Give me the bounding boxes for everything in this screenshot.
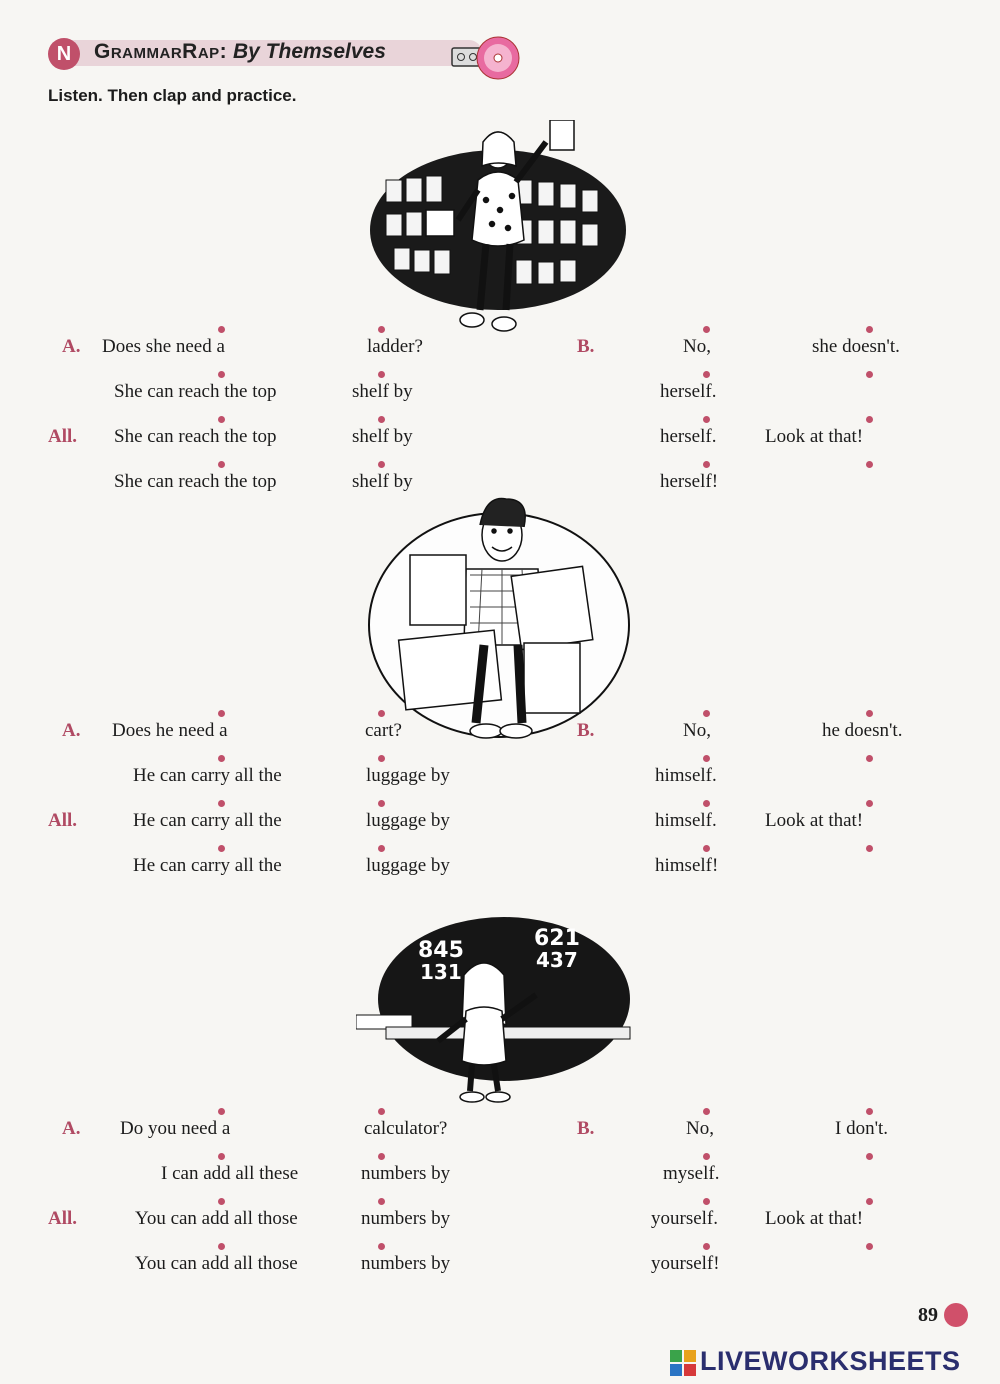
beat-dot bbox=[866, 371, 873, 378]
beat-dot bbox=[378, 371, 385, 378]
beat-dot bbox=[866, 800, 873, 807]
beat-dot bbox=[703, 845, 710, 852]
answer-part-2: I don't. bbox=[835, 1118, 889, 1139]
title-main: GrammarRap: bbox=[94, 40, 228, 63]
line3-part-2: luggage by bbox=[366, 810, 450, 831]
line4-part-2: luggage by bbox=[366, 855, 450, 876]
beat-dot bbox=[703, 710, 710, 717]
beat-dot bbox=[703, 416, 710, 423]
beat-dot bbox=[218, 1108, 225, 1115]
line4-part-2: numbers by bbox=[361, 1253, 451, 1274]
section-title bbox=[94, 40, 386, 64]
beat-dot bbox=[703, 800, 710, 807]
beat-dot bbox=[218, 710, 225, 717]
girl-reaching-shelf-illustration bbox=[366, 120, 631, 342]
line2-part-1: I can add all these bbox=[161, 1163, 299, 1184]
boy-carrying-luggage-illustration bbox=[366, 495, 632, 745]
beat-dot bbox=[866, 416, 873, 423]
line2-part-1: She can reach the top bbox=[114, 381, 277, 402]
liveworksheets-logo-icon bbox=[670, 1350, 696, 1376]
answer-part-1: No, bbox=[683, 720, 711, 741]
beat-dot bbox=[866, 845, 873, 852]
beat-dot bbox=[866, 710, 873, 717]
question-part-1: Does she need a bbox=[102, 336, 225, 357]
line3-part-1: You can add all those bbox=[135, 1208, 298, 1229]
speaker-b: B. bbox=[577, 1118, 595, 1139]
line4-part-1: You can add all those bbox=[135, 1253, 298, 1274]
beat-dot bbox=[378, 461, 385, 468]
beat-dot bbox=[866, 755, 873, 762]
footer-brand bbox=[700, 1346, 961, 1377]
line4-part-1: She can reach the top bbox=[114, 471, 277, 492]
beat-dot bbox=[378, 1198, 385, 1205]
question-part-2: calculator? bbox=[364, 1118, 448, 1139]
section-header bbox=[48, 36, 518, 70]
speaker-b: B. bbox=[577, 336, 595, 357]
board-number-4: 437 bbox=[536, 948, 578, 972]
speaker-all: All. bbox=[48, 1208, 78, 1229]
girl-at-blackboard-illustration bbox=[356, 915, 636, 1111]
section-badge: N bbox=[48, 38, 80, 70]
answer-part-2: she doesn't. bbox=[812, 336, 900, 357]
line3-part-3: himself. bbox=[655, 810, 717, 831]
beat-dot bbox=[218, 1153, 225, 1160]
beat-dot bbox=[218, 371, 225, 378]
line2-part-3: himself. bbox=[655, 765, 717, 786]
page-number: 89 bbox=[918, 1304, 938, 1326]
line4-part-1: He can carry all the bbox=[133, 855, 282, 876]
line3-part-4: Look at that! bbox=[765, 1208, 864, 1229]
speaker-all: All. bbox=[48, 426, 78, 447]
beat-dot bbox=[703, 1243, 710, 1250]
line2-part-3: myself. bbox=[663, 1163, 720, 1184]
line4-part-3: yourself! bbox=[651, 1253, 720, 1274]
line2-part-1: He can carry all the bbox=[133, 765, 282, 786]
line3-part-2: numbers by bbox=[361, 1208, 451, 1229]
beat-dot bbox=[866, 326, 873, 333]
beat-dot bbox=[703, 1198, 710, 1205]
board-number-1: 845 bbox=[418, 938, 464, 963]
beat-dot bbox=[703, 1108, 710, 1115]
beat-dot bbox=[218, 800, 225, 807]
speaker-b: B. bbox=[577, 720, 595, 741]
instructions: Listen. Then clap and practice. bbox=[48, 86, 297, 105]
beat-dot bbox=[218, 755, 225, 762]
audio-cd-icon bbox=[450, 36, 522, 86]
beat-dot bbox=[378, 710, 385, 717]
title-sub: By Themselves bbox=[233, 40, 386, 63]
line3-part-2: shelf by bbox=[352, 426, 413, 447]
answer-part-1: No, bbox=[686, 1118, 714, 1139]
beat-dot bbox=[866, 1153, 873, 1160]
page-number-dot bbox=[944, 1303, 968, 1327]
beat-dot bbox=[378, 1108, 385, 1115]
speaker-a: A. bbox=[62, 1118, 81, 1139]
beat-dot bbox=[218, 1243, 225, 1250]
beat-dot bbox=[218, 416, 225, 423]
beat-dot bbox=[866, 1198, 873, 1205]
beat-dot bbox=[218, 845, 225, 852]
board-number-3: 621 bbox=[534, 926, 580, 951]
beat-dot bbox=[218, 461, 225, 468]
speaker-a: A. bbox=[62, 720, 81, 741]
line3-part-4: Look at that! bbox=[765, 426, 864, 447]
beat-dot bbox=[703, 461, 710, 468]
line3-part-3: herself. bbox=[660, 426, 717, 447]
line4-part-3: herself! bbox=[660, 471, 719, 492]
beat-dot bbox=[378, 755, 385, 762]
question-part-1: Do you need a bbox=[120, 1118, 231, 1139]
answer-part-1: No, bbox=[683, 336, 711, 357]
beat-dot bbox=[703, 326, 710, 333]
beat-dot bbox=[218, 1198, 225, 1205]
speaker-a: A. bbox=[62, 336, 81, 357]
beat-dot bbox=[378, 845, 385, 852]
line2-part-2: numbers by bbox=[361, 1163, 451, 1184]
line4-part-3: himself! bbox=[655, 855, 719, 876]
speaker-all: All. bbox=[48, 810, 78, 831]
beat-dot bbox=[218, 326, 225, 333]
beat-dot bbox=[378, 416, 385, 423]
line3-part-4: Look at that! bbox=[765, 810, 864, 831]
line3-part-1: He can carry all the bbox=[133, 810, 282, 831]
beat-dot bbox=[866, 1243, 873, 1250]
beat-dot bbox=[378, 1243, 385, 1250]
answer-part-2: he doesn't. bbox=[822, 720, 903, 741]
line4-part-2: shelf by bbox=[352, 471, 413, 492]
question-part-2: cart? bbox=[365, 720, 402, 741]
footer-brand-text: LIVEWORKSHEETS bbox=[700, 1346, 961, 1376]
line3-part-1: She can reach the top bbox=[114, 426, 277, 447]
beat-dot bbox=[378, 800, 385, 807]
line2-part-2: shelf by bbox=[352, 381, 413, 402]
beat-dot bbox=[866, 1108, 873, 1115]
beat-dot bbox=[703, 755, 710, 762]
beat-dot bbox=[703, 1153, 710, 1160]
beat-dot bbox=[378, 326, 385, 333]
board-number-2: 131 bbox=[420, 960, 462, 984]
line2-part-2: luggage by bbox=[366, 765, 450, 786]
line3-part-3: yourself. bbox=[651, 1208, 719, 1229]
line2-part-3: herself. bbox=[660, 381, 717, 402]
beat-dot bbox=[866, 461, 873, 468]
question-part-2: ladder? bbox=[367, 336, 423, 357]
beat-dot bbox=[378, 1153, 385, 1160]
beat-dot bbox=[703, 371, 710, 378]
question-part-1: Does he need a bbox=[112, 720, 228, 741]
